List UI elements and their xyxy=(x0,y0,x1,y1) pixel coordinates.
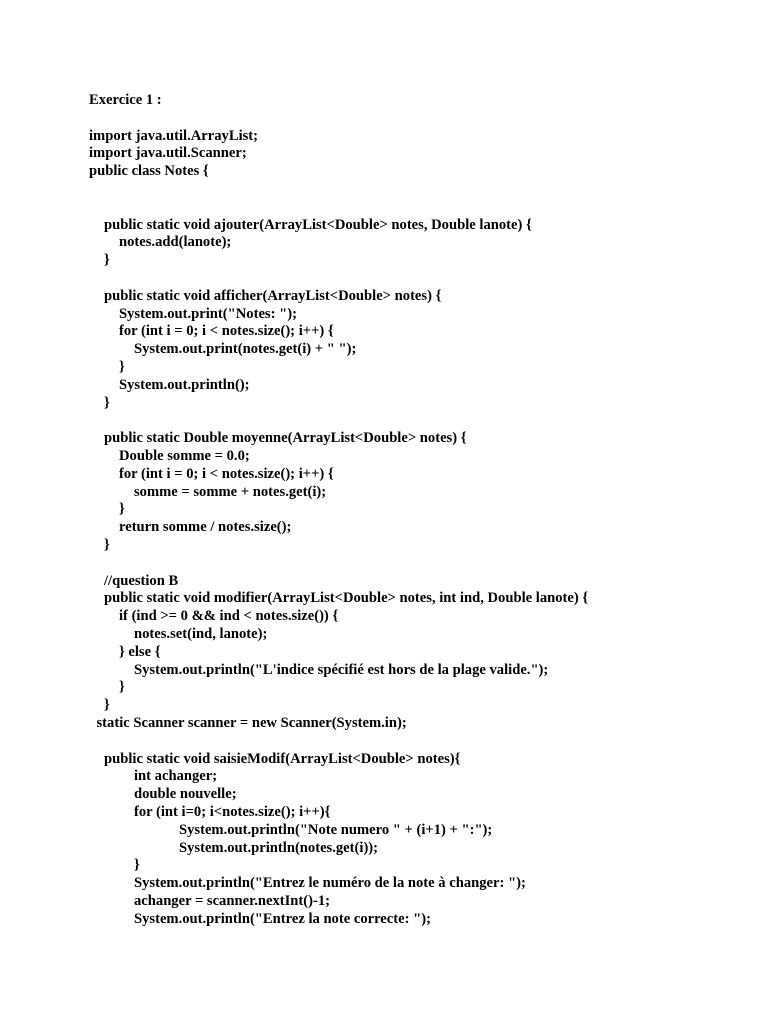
code-line: static Scanner scanner = new Scanner(System.in); xyxy=(96,715,407,731)
code-line: public static Double moyenne(ArrayList<Double> notes) { xyxy=(104,430,467,447)
code-line: public static void afficher(ArrayList<Double> notes) { xyxy=(104,287,442,304)
code-line: System.out.print("Notes: "); xyxy=(119,305,297,322)
code-line: for (int i=0; i<notes.size(); i++){ xyxy=(134,804,331,820)
code-line: if (ind >= 0 && ind < notes.size()) { xyxy=(119,608,339,625)
code-line: } xyxy=(104,537,110,553)
code-line: //question B xyxy=(104,572,179,589)
code-line: Double somme = 0.0; xyxy=(119,448,250,464)
code-line: double nouvelle; xyxy=(134,786,237,803)
code-line: } xyxy=(134,857,140,874)
code-line: } xyxy=(104,252,110,269)
code-line: public class Notes { xyxy=(89,163,209,180)
code-line: System.out.println("Note numero " + (i+1) + ":"); xyxy=(179,821,493,838)
code-line: System.out.println("Entrez le numéro de la note à changer: "); xyxy=(134,875,526,892)
code-line: achanger = scanner.nextInt()-1; xyxy=(134,893,330,909)
code-line: public static void ajouter(ArrayList<Double> notes, Double lanote) { xyxy=(104,216,532,233)
code-line: System.out.println(notes.get(i)); xyxy=(179,839,379,856)
code-line: } xyxy=(119,679,125,696)
code-line: } xyxy=(119,501,125,518)
code-line: System.out.print(notes.get(i) + " "); xyxy=(134,341,357,358)
code-line: public static void saisieModif(ArrayList<Double> notes){ xyxy=(104,750,461,767)
code-line: Exercice 1 : xyxy=(89,92,162,108)
code-line: int achanger; xyxy=(134,768,218,785)
code-line: notes.add(lanote); xyxy=(119,234,232,251)
code-line: for (int i = 0; i < notes.size(); i++) { xyxy=(119,323,334,340)
code-line: System.out.println("L'indice spécifié est hors de la plage valide."); xyxy=(134,661,549,678)
code-line: return somme / notes.size(); xyxy=(119,519,292,536)
code-line: System.out.println("Entrez la note correcte: "); xyxy=(134,910,431,927)
code-line: for (int i = 0; i < notes.size(); i++) { xyxy=(119,465,334,482)
code-line: } xyxy=(119,359,125,375)
code-line: } xyxy=(104,697,110,714)
code-line: public static void modifier(ArrayList<Double> notes, int ind, Double lanote) { xyxy=(104,590,589,607)
code-line: somme = somme + notes.get(i); xyxy=(134,483,327,500)
code-line: System.out.println(); xyxy=(119,376,250,393)
code-line: import java.util.ArrayList; xyxy=(89,127,259,144)
code-line: } xyxy=(104,394,110,411)
code-line: import java.util.Scanner; xyxy=(89,145,247,162)
code-line: notes.set(ind, lanote); xyxy=(134,626,268,642)
code-line: } else { xyxy=(119,643,161,660)
